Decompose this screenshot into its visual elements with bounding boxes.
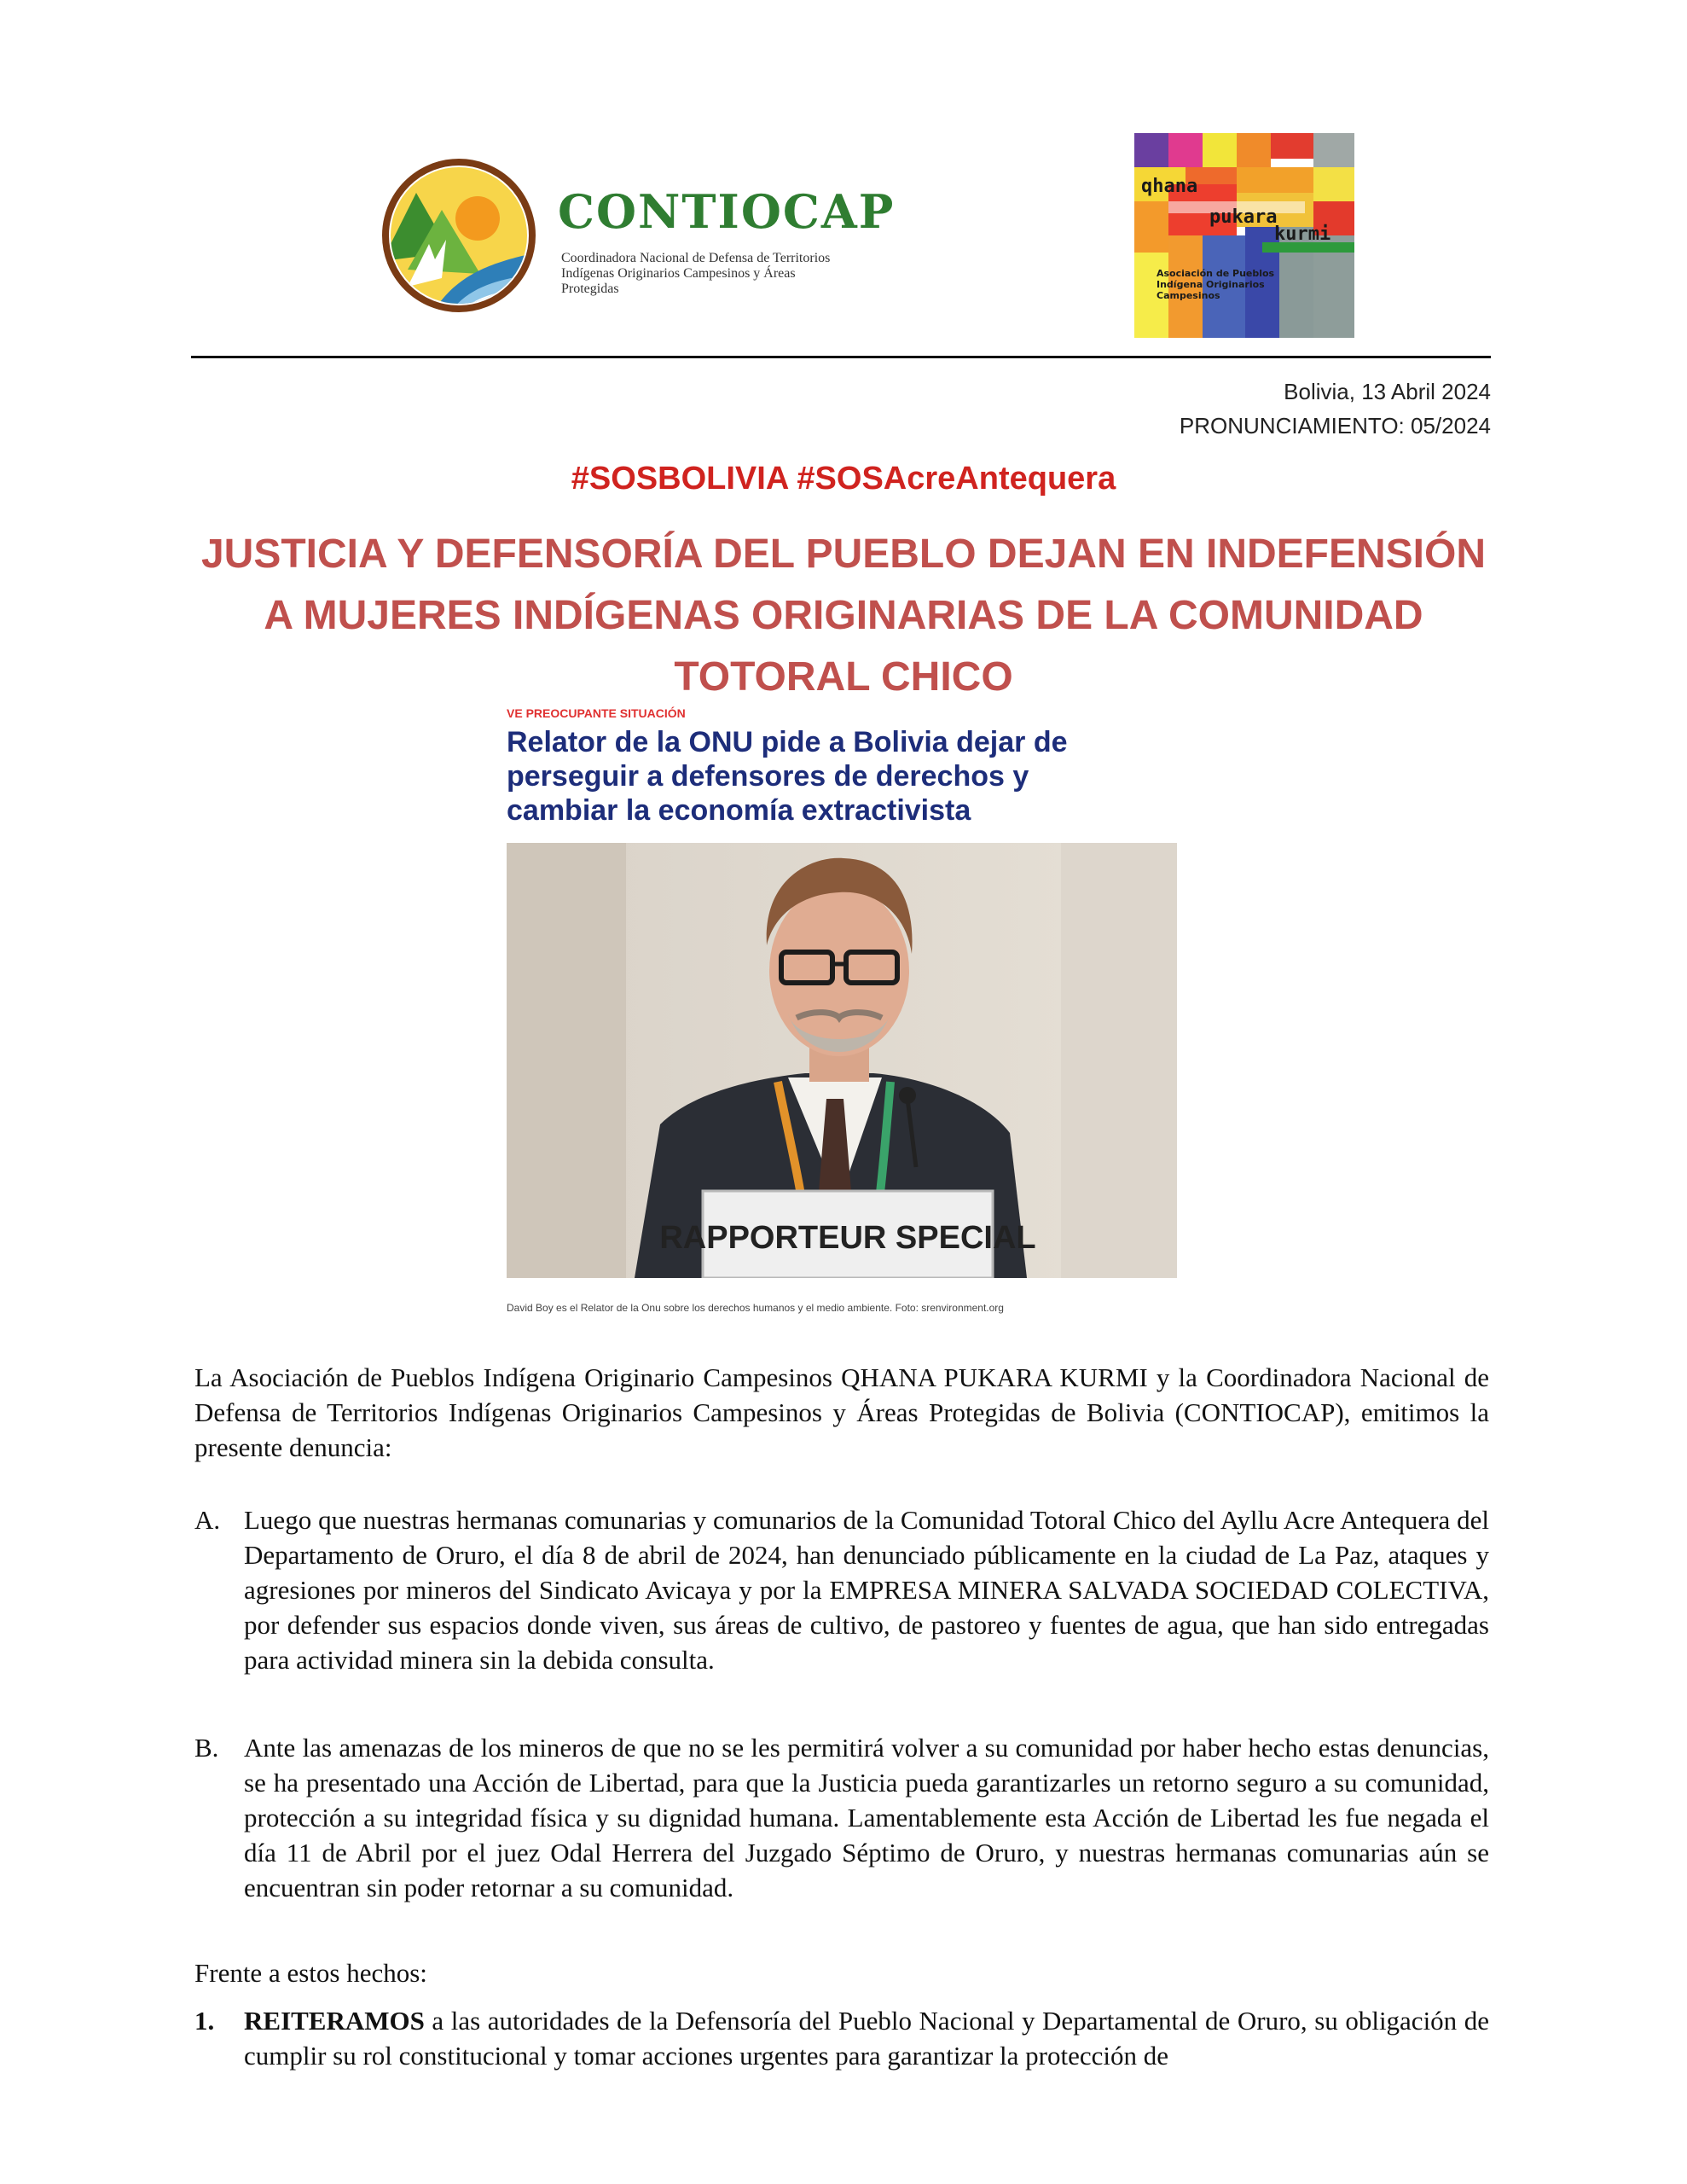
news-kicker: VE PREOCUPANTE SITUACIÓN xyxy=(507,706,686,720)
list-item-text: Luego que nuestras hermanas comunarias y comunarios de la Comunidad Totoral Chico del Ayllu Acre Antequera del Departamento de Oruro, el día 8 de abril de 2024, han denunciado públicamente en la ciudad de La Paz, ataques y agresiones por mineros del Sindicato Avicaya y por la EMPRESA MINERA SALVADA SOCIEDAD COLECTIVA, por defender sus espacios donde viven, sus áreas de cultivo, de pastoreo y fuentes de agua, que han sido entregadas para actividad minera sin la debida consulta. xyxy=(244,1505,1489,1675)
numbered-item-body: a las autoridades de la Defensoría del Pueblo Nacional y Departamental de Oruro, su obligación de cumplir su rol constitucional y tomar acciones urgentes para garantizar la protección de xyxy=(244,2006,1489,2071)
numbered-item-text xyxy=(244,2003,1489,2073)
logo-association-text xyxy=(1157,268,1284,301)
contiocap-subtitle xyxy=(561,251,843,297)
numbered-item-keyword: REITERAMOS xyxy=(244,2006,425,2036)
news-photo-caption: David Boy es el Relator de la Onu sobre los derechos humanos y el medio ambiente. Foto: srenvironment.org xyxy=(507,1302,1004,1314)
frente-paragraph: Frente a estos hechos: xyxy=(194,1958,427,1988)
logo-word-pukara: pukara xyxy=(1209,206,1278,228)
assoc-line2: Indígena Originarios xyxy=(1157,279,1265,290)
intro-paragraph: La Asociación de Pueblos Indígena Originario Campesinos QHANA PUKARA KURMI y la Coordinadora Nacional de Defensa de Territorios Indígenas Originarios Campesinos y Áreas Protegidas de Bolivia (CONTIOCAP), emitimos la presente denuncia: xyxy=(194,1362,1489,1462)
rapporteur-photo xyxy=(507,843,1177,1278)
header-divider xyxy=(191,356,1491,358)
title-line2: A MUJERES INDÍGENAS ORIGINARIAS DE LA COMUNIDAD xyxy=(264,593,1423,638)
document-date: Bolivia, 13 Abril 2024 xyxy=(1284,379,1491,404)
list-item-label: A. xyxy=(194,1505,221,1535)
contiocap-logo xyxy=(382,159,896,321)
numbered-item-label: 1. xyxy=(194,2006,215,2036)
list-item-text: Ante las amenazas de los mineros de que no se les permitirá volver a su comunidad por haber hecho estas denuncias, se ha presentado una Acción de Libertad, para que la Justicia pueda garantizarles un retorno seguro a su comunidad, protección a su integridad física y su dignidad humana. Lamentablemente esta Acción de Libertad les fue negada el día 11 de Abril por el juez Odal Herrera del Juzgado Séptimo de Oruro, y nuestras hermanas comunarias aún se encuentran sin poder retornar a su comunidad. xyxy=(244,1733,1489,1902)
document-title xyxy=(171,524,1516,708)
document-reference: PRONUNCIAMIENTO: 05/2024 xyxy=(1179,413,1491,439)
logo-word-qhana: qhana xyxy=(1141,176,1198,197)
contiocap-emblem-icon xyxy=(382,159,536,312)
contiocap-name: CONTIOCAP xyxy=(558,184,896,239)
list-item-label: B. xyxy=(194,1733,219,1763)
news-headline xyxy=(507,725,1155,828)
assoc-line3: Campesinos xyxy=(1157,290,1220,301)
contiocap-subtitle-line1: Coordinadora Nacional de Defensa de Territorios xyxy=(561,251,831,265)
logo-word-kurmi: kurmi xyxy=(1274,224,1331,245)
headline-line1: Relator de la ONU pide a Bolivia dejar de xyxy=(507,726,1068,758)
qhana-pukara-kurmi-logo xyxy=(1134,133,1354,338)
title-line1: JUSTICIA Y DEFENSORÍA DEL PUEBLO DEJAN EN INDEFENSIÓN xyxy=(200,531,1487,577)
news-clipping xyxy=(503,701,1186,1324)
assoc-line1: Asociación de Pueblos xyxy=(1157,268,1275,279)
contiocap-subtitle-line2: Indígenas Originarios Campesinos y Áreas Protegidas xyxy=(561,266,796,296)
placard-text: RAPPORTEUR SPECIAL xyxy=(659,1220,1036,1256)
hashtags: #SOSBOLIVIA #SOSAcreAntequera xyxy=(571,461,1116,497)
title-line3: TOTORAL CHICO xyxy=(674,654,1013,700)
headline-line2: perseguir a defensores de derechos y xyxy=(507,760,1029,793)
headline-line3: cambiar la economía extractivista xyxy=(507,794,971,827)
